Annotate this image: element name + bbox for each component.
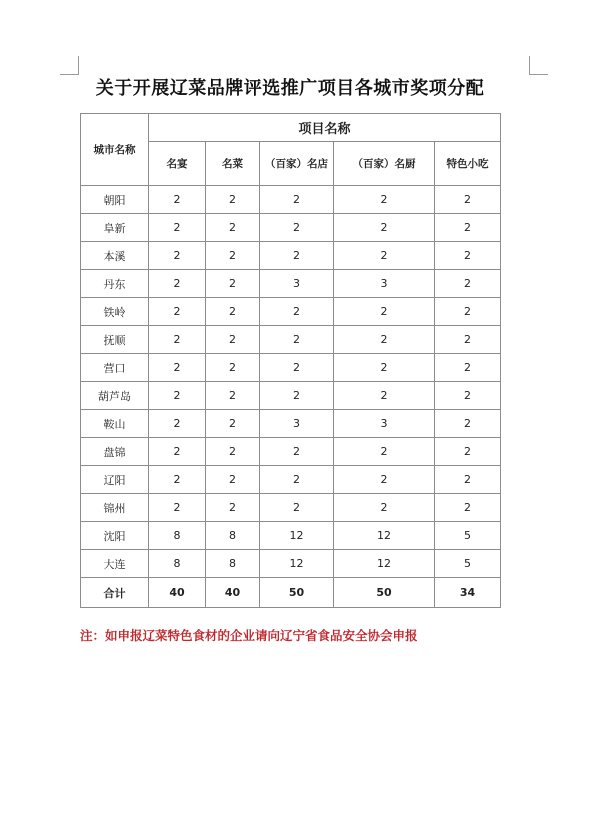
award-count-cell: 2: [435, 382, 501, 410]
footnote: 注：如申报辽菜特色食材的企业请向辽宁省食品安全协会申报: [80, 628, 418, 643]
table-row: [81, 438, 501, 466]
award-count-cell: 2: [206, 354, 260, 382]
award-count-cell: 8: [206, 522, 260, 550]
award-count-cell: 2: [260, 298, 334, 326]
award-count-cell: 2: [435, 186, 501, 214]
award-count-cell: 2: [435, 494, 501, 522]
award-count-cell: 8: [149, 550, 206, 578]
award-count-cell: 2: [435, 354, 501, 382]
table-row: [81, 494, 501, 522]
award-count-cell: 2: [435, 438, 501, 466]
award-count-cell: 2: [260, 354, 334, 382]
award-count-cell: 2: [206, 270, 260, 298]
award-count-cell: 2: [149, 494, 206, 522]
award-count-cell: 2: [260, 242, 334, 270]
award-count-cell: 2: [260, 326, 334, 354]
table-row: [81, 466, 501, 494]
award-count-cell: 2: [435, 298, 501, 326]
city-name-cell: 锦州: [81, 494, 149, 522]
city-name-cell: 丹东: [81, 270, 149, 298]
award-count-cell: 2: [334, 466, 435, 494]
award-count-cell: 8: [149, 522, 206, 550]
award-count-cell: 2: [334, 438, 435, 466]
award-count-cell: 2: [149, 466, 206, 494]
table-row: [81, 382, 501, 410]
project-name-group-header: 项目名称: [149, 114, 501, 142]
award-count-cell: 5: [435, 522, 501, 550]
award-count-cell: 2: [435, 270, 501, 298]
city-name-cell: 铁岭: [81, 298, 149, 326]
award-count-cell: 2: [260, 466, 334, 494]
table-row: [81, 270, 501, 298]
award-count-cell: 2: [334, 494, 435, 522]
city-name-cell: 抚顺: [81, 326, 149, 354]
award-count-cell: 12: [334, 522, 435, 550]
column-header-famous-dish: 名菜: [206, 142, 260, 186]
award-count-cell: 2: [206, 298, 260, 326]
award-allocation-table: [80, 113, 501, 608]
table-row: [81, 186, 501, 214]
award-count-cell: 2: [260, 494, 334, 522]
city-name-header: 城市名称: [81, 114, 149, 186]
total-label: 合计: [81, 578, 149, 608]
city-name-cell: 葫芦岛: [81, 382, 149, 410]
total-cell: 50: [260, 578, 334, 608]
award-count-cell: 2: [149, 382, 206, 410]
award-count-cell: 12: [334, 550, 435, 578]
award-count-cell: 2: [334, 242, 435, 270]
award-count-cell: 2: [260, 438, 334, 466]
award-count-cell: 2: [206, 186, 260, 214]
award-count-cell: 2: [334, 186, 435, 214]
table-row: [81, 298, 501, 326]
award-count-cell: 2: [149, 298, 206, 326]
document-title: 关于开展辽菜品牌评选推广项目各城市奖项分配: [95, 78, 485, 99]
total-row: [81, 578, 501, 608]
award-count-cell: 2: [149, 438, 206, 466]
award-count-cell: 5: [435, 550, 501, 578]
total-cell: 34: [435, 578, 501, 608]
award-count-cell: 3: [260, 410, 334, 438]
award-count-cell: 3: [334, 270, 435, 298]
award-count-cell: 2: [149, 186, 206, 214]
page-corner-mark-left: [60, 56, 79, 75]
table-row: [81, 326, 501, 354]
award-count-cell: 2: [334, 382, 435, 410]
city-name-cell: 营口: [81, 354, 149, 382]
award-count-cell: 2: [149, 410, 206, 438]
total-cell: 50: [334, 578, 435, 608]
award-count-cell: 2: [260, 214, 334, 242]
table-body: [81, 186, 501, 578]
award-count-cell: 2: [334, 214, 435, 242]
award-count-cell: 2: [334, 354, 435, 382]
column-header-famous-chef: （百家）名厨: [334, 142, 435, 186]
column-header-specialty-snack: 特色小吃: [435, 142, 501, 186]
page-corner-mark-right: [529, 56, 548, 75]
award-count-cell: 2: [260, 186, 334, 214]
column-header-famous-restaurant: （百家）名店: [260, 142, 334, 186]
award-count-cell: 2: [206, 382, 260, 410]
table-row: [81, 354, 501, 382]
column-header-famous-banquet: 名宴: [149, 142, 206, 186]
award-count-cell: 2: [149, 354, 206, 382]
total-cell: 40: [149, 578, 206, 608]
award-count-cell: 2: [149, 326, 206, 354]
city-name-cell: 盘锦: [81, 438, 149, 466]
award-count-cell: 2: [206, 242, 260, 270]
table-row: [81, 550, 501, 578]
city-name-cell: 阜新: [81, 214, 149, 242]
table-row: [81, 410, 501, 438]
table-row: [81, 214, 501, 242]
award-count-cell: 2: [435, 214, 501, 242]
table-row: [81, 242, 501, 270]
table-row: [81, 522, 501, 550]
award-count-cell: 2: [206, 438, 260, 466]
award-count-cell: 2: [206, 410, 260, 438]
total-cell: 40: [206, 578, 260, 608]
award-count-cell: 2: [435, 242, 501, 270]
award-count-cell: 2: [206, 214, 260, 242]
city-name-cell: 大连: [81, 550, 149, 578]
city-name-cell: 鞍山: [81, 410, 149, 438]
award-count-cell: 12: [260, 550, 334, 578]
award-count-cell: 3: [334, 410, 435, 438]
award-count-cell: 2: [206, 466, 260, 494]
award-count-cell: 2: [435, 410, 501, 438]
award-count-cell: 2: [334, 326, 435, 354]
city-name-cell: 本溪: [81, 242, 149, 270]
city-name-cell: 朝阳: [81, 186, 149, 214]
award-count-cell: 2: [206, 494, 260, 522]
city-name-cell: 沈阳: [81, 522, 149, 550]
city-name-cell: 辽阳: [81, 466, 149, 494]
award-count-cell: 8: [206, 550, 260, 578]
award-count-cell: 2: [149, 214, 206, 242]
award-count-cell: 2: [260, 382, 334, 410]
award-count-cell: 2: [435, 326, 501, 354]
award-count-cell: 2: [149, 270, 206, 298]
award-count-cell: 2: [206, 326, 260, 354]
award-count-cell: 2: [435, 466, 501, 494]
award-count-cell: 2: [149, 242, 206, 270]
award-count-cell: 3: [260, 270, 334, 298]
award-count-cell: 12: [260, 522, 334, 550]
award-count-cell: 2: [334, 298, 435, 326]
